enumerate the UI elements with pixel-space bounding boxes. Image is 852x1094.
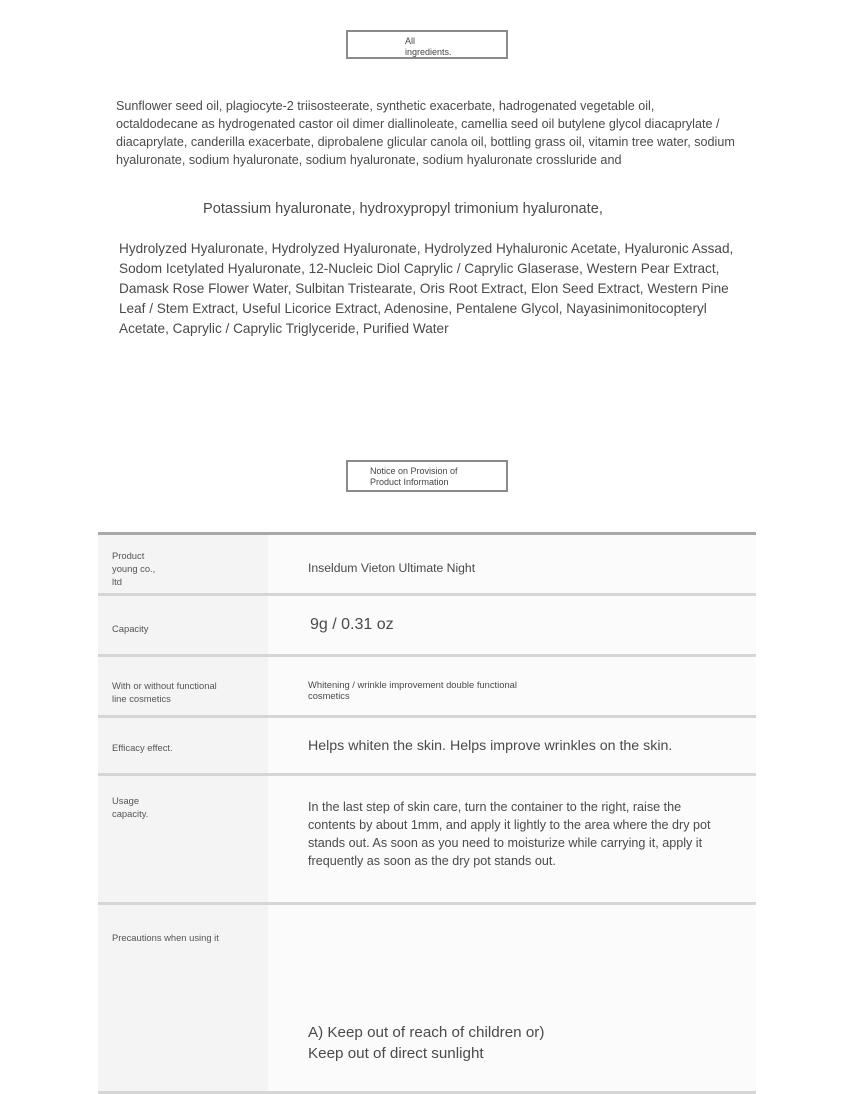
ingredients-paragraph-3: Hydrolyzed Hyaluronate, Hydrolyzed Hyaluronate, Hydrolyzed Hyhaluronic Acetate, Hyaluronic Assad, Sodom Icetylated Hyaluronate, 12-Nucleic Diol Caprylic / Caprylic Glaserase, Western Pear Extract, Damask Rose Flower Water, Sulbitan Tristearate, Oris Root Extract, Elon Seed Extract, Western Pine Leaf / Stem Extract, Useful Licorice Extract, Adenosine, Pentalene Glycol, Nayasinimonitocopteryl Acetate, Caprylic / Caprylic Triglyceride, Purified Water xyxy=(119,241,734,336)
table-row-capacity xyxy=(98,596,756,657)
usage-label-line1: Usage xyxy=(112,795,140,806)
capacity-value: 9g / 0.31 oz xyxy=(268,596,756,654)
functional-label-line1: With or without functional xyxy=(112,680,217,691)
functional-label-line2: line cosmetics xyxy=(112,693,171,704)
functional-value xyxy=(268,657,756,715)
precautions-value-line1: A) Keep out of reach of children or) xyxy=(308,1024,545,1041)
ingredients-heading-line1: All xyxy=(405,36,416,46)
table-row-functional xyxy=(98,657,756,718)
table-row-product xyxy=(98,535,756,596)
capacity-label: Capacity xyxy=(98,596,268,654)
notice-heading-line2: Product Information xyxy=(370,477,449,487)
ingredients-paragraph-1: Sunflower seed oil, plagiocyte-2 triisosteerate, synthetic exacerbate, hadrogenated vegetable oil, octaldodecane as hydrogenated castor oil dimer diallinoleate, camellia seed oil butylene glycol diacaprylate / diacaprylate, canderilla exacerbate, diprobalene glicular canola oil, bottling grass oil, vitamin tree water, sodium hyaluronate, sodium hyaluronate, sodium hyaluronate, sodium hyaluronate crossluride and xyxy=(116,99,735,167)
table-row-precautions xyxy=(98,905,756,1094)
notice-heading xyxy=(346,460,508,492)
ingredients-paragraph-2: Potassium hyaluronate, hydroxypropyl trimonium hyaluronate, xyxy=(203,201,603,217)
efficacy-label: Efficacy effect. xyxy=(98,718,268,773)
ingredients-heading-line2: ingredients. xyxy=(405,47,452,57)
product-label-line2: young co., xyxy=(112,563,156,574)
product-label-line1: Product xyxy=(112,550,145,561)
precautions-label: Precautions when using it xyxy=(98,905,268,1091)
product-info-table xyxy=(98,532,756,1094)
product-value: Inseldum Vieton Ultimate Night xyxy=(268,535,756,593)
notice-heading-line1: Notice on Provision of xyxy=(370,466,458,476)
precautions-value-line2: Keep out of direct sunlight xyxy=(308,1045,484,1062)
usage-label-line2: capacity. xyxy=(112,808,149,819)
efficacy-value: Helps whiten the skin. Helps improve wrinkles on the skin. xyxy=(268,718,756,773)
precautions-value xyxy=(268,905,756,1091)
functional-value-line1: Whitening / wrinkle improvement double functional xyxy=(308,679,517,690)
product-label xyxy=(98,535,268,593)
usage-value: In the last step of skin care, turn the container to the right, raise the contents by about 1mm, and apply it lightly to the area where the dry pot stands out. As soon as you need to moisturize while carrying it, apply it frequently as soon as the dry pot stands out. xyxy=(268,776,756,902)
functional-value-line2: cosmetics xyxy=(308,690,350,701)
table-row-efficacy xyxy=(98,718,756,776)
ingredients-heading xyxy=(346,30,508,59)
functional-label xyxy=(98,657,268,715)
table-row-usage xyxy=(98,776,756,905)
usage-label xyxy=(98,776,268,902)
product-label-line3: ltd xyxy=(112,576,122,587)
